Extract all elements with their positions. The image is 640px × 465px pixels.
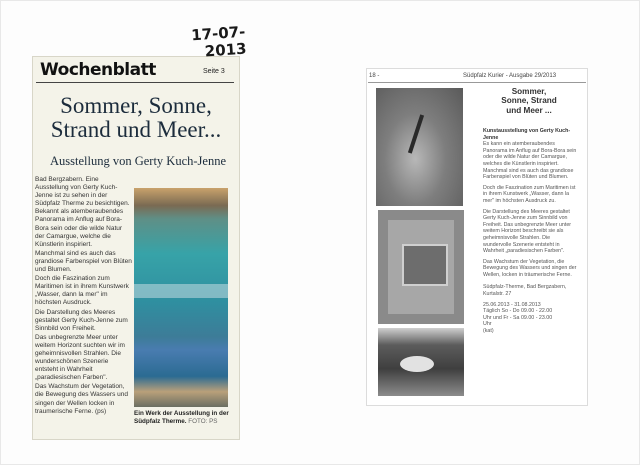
body-paragraph: Das unbegrenzte Meer unter weitem Horizont suchten wir im geheimnisvollen Strahlen. Die wunderschönen Szenerie entsteht in Wahrheit „paradiesischen Farben". (35, 333, 125, 382)
kicker: Kunstausstellung von Gerty Kuch-Jenne (483, 128, 571, 141)
photo-wave (134, 284, 228, 298)
schedule (483, 302, 577, 335)
handwritten-date-line: 17-07- (190, 22, 246, 45)
body-paragraph: Die Darstellung des Meeres gestaltet Gerty Kuch-Jenne zum Sinnbild von Freiheit. (35, 308, 128, 332)
headline (38, 94, 234, 142)
schedule-line: 25.06.2013 - 31.08.2013 (483, 301, 541, 308)
body-paragraph: Doch die Faszination zum Maritimen ist in ihrem Kunstwerk „Wasser, dann la mer" im höchsten Ausdruck. (35, 275, 129, 307)
schedule-line: Uhr (483, 321, 492, 328)
photo-caption (134, 410, 234, 425)
handwritten-date (175, 24, 247, 63)
body-paragraph: Das Wachstum der Vegetation, die Bewegung des Wassers und singen der Wellen locken in traumerische Ferne. (ps) (35, 383, 128, 415)
body-paragraph: Doch die Faszination zum Maritimen ist in ihrem Kunstwerk „Wasser, dann la mer" im höchsten Ausdruck zu. (483, 184, 576, 204)
headline-line: Sommer, (511, 87, 547, 96)
masthead-rule (36, 82, 234, 83)
headline-line: Sommer, Sonne, (60, 93, 212, 118)
masthead-logo: Wochenblatt (40, 60, 156, 80)
subheadline: Ausstellung von Gerty Kuch-Jenne (49, 154, 226, 168)
headline-line: und Meer ... (506, 105, 552, 115)
artwork-photo-frame (378, 210, 464, 324)
shore-rock (400, 356, 434, 372)
headline-line: Sonne, Strand (501, 96, 557, 106)
headline (488, 87, 570, 115)
artwork-photo-diver (376, 88, 463, 206)
article-body (483, 128, 577, 404)
schedule-line: Täglich So - Do 09.00 - 22.00 (483, 308, 553, 315)
page-number: 18 - (369, 73, 380, 79)
body-paragraph: Manchmal sind es auch das grandiose Farbenspiel von Blüten und Blumen. (35, 249, 132, 274)
venue: Südpfalz-Therme, Bad Bergzabern, Kurtalstr. 27 (483, 284, 567, 298)
header-rule (368, 82, 586, 83)
headline-line: Strand und Meer... (50, 117, 222, 142)
caption-text: Ein Werk der Ausstellung in der Südpfalz Therme. (134, 410, 229, 425)
diver-figure (408, 114, 424, 153)
body-paragraph: Das Wachstum der Vegetation, die Bewegung des Wassers und singen der Wellen, locken in träumerische Ferne. (483, 258, 577, 278)
artwork-photo (134, 188, 228, 407)
body-paragraph: Es kann ein atemberaubendes Panorama im Anflug auf Bora-Bora sein oder die wilde Natur der Camargue, welches die Künstlerin inspiriert. Manchmal sind es auch das grandiose Farbenspiel von Blüten und Blumen. (483, 141, 577, 181)
body-paragraph: Bad Bergzabern. Eine Ausstellung von Gerty Kuch-Jenne ist zu sehen in der Südpfalz Therme zu besichtigen. Bekannt als atemberaubendes Panorama im Anflug auf Bora-Bora sein oder die wilde Natur der Camargue, welche die Künstlerin inspiriert. (35, 176, 130, 248)
handwritten-date-line: 2013 (204, 39, 248, 61)
article-body (35, 176, 132, 429)
photo-credit: FOTO: PS (188, 417, 218, 425)
schedule-line: Uhr und Fr - Sa 09.00 - 23.00 (483, 314, 553, 321)
page-label: Seite 3 (203, 68, 225, 75)
schedule-line: (kat) (483, 328, 494, 335)
body-paragraph: Die Darstellung des Meeres gestaltet Gerty Kuch-Jenne zum Sinnbild von Freiheit. Das unbegrenzte Meer unter weitem Horizont beschreibt sie als geheimnisvolle Strahlen. Die wundervolle Szenerie entsteht in Wahrheit „paradiesischen Farben". (483, 208, 572, 255)
issue-label: Südpfalz Kurier - Ausgabe 29/2013 (463, 73, 557, 79)
artwork-photo-shore (378, 328, 464, 396)
frame-inner (402, 244, 448, 286)
